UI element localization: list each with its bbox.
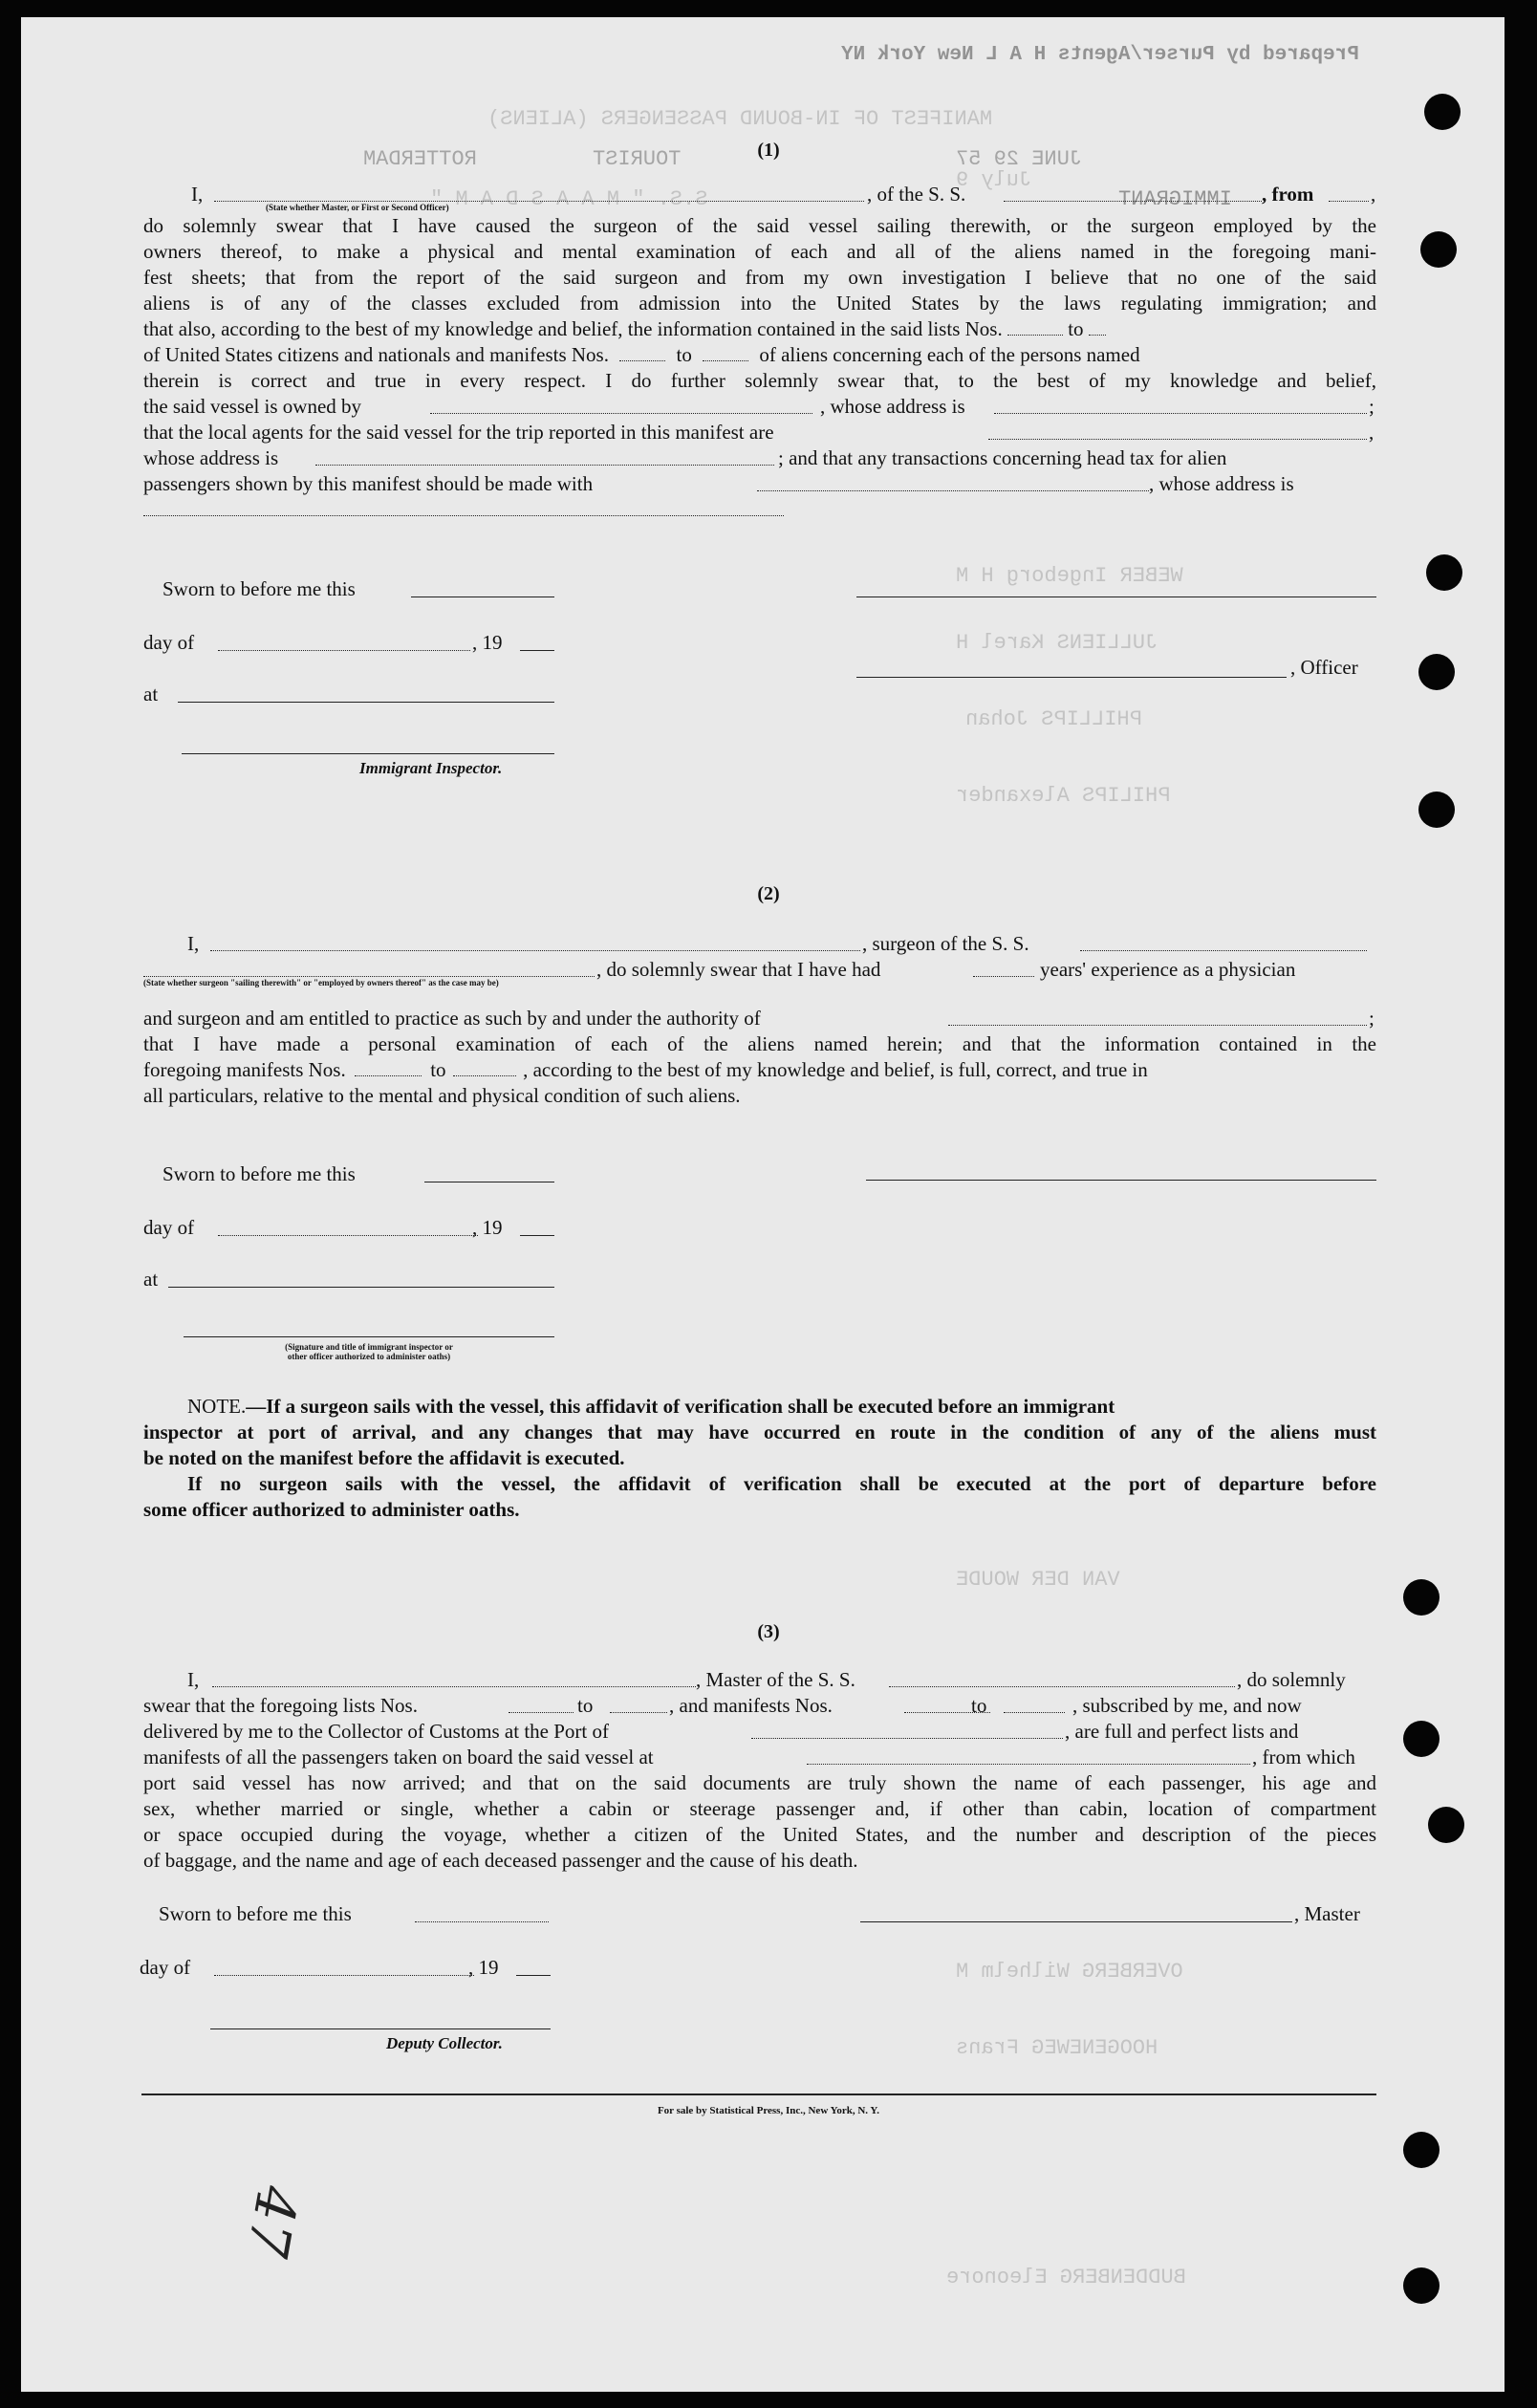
lists-to-field[interactable] — [1089, 317, 1106, 336]
s1-whose-address3: , whose address is — [1149, 472, 1294, 495]
s1-aliens: of aliens concerning each of the persons named — [759, 343, 1140, 366]
section-1 — [143, 182, 1376, 523]
s2-surgeon-of: , surgeon of the S. S. — [862, 932, 1029, 955]
s1-whose-address2: whose address is — [143, 446, 279, 469]
s3-to: to — [577, 1694, 594, 1717]
s1-agents: that the local agents for the said vessel for the trip reported in this manifest are — [143, 421, 774, 444]
s2-year-line[interactable] — [520, 1235, 554, 1236]
s3-full-perfect: , are full and perfect lists and — [1065, 1720, 1299, 1743]
header-port: ROTTERDAM — [363, 147, 477, 171]
ghost-name: WEBER Ingeborg H M — [956, 564, 1183, 588]
note-label: NOTE. — [187, 1395, 247, 1418]
s1-day-of: day of — [143, 631, 195, 654]
port-field[interactable] — [751, 1721, 1063, 1739]
header-class: TOURIST — [593, 147, 682, 171]
s1-comma2: , — [1369, 421, 1375, 444]
s2-line: that I have made a personal examination of each of the aliens named herein; and that the information contained in the — [143, 1032, 1376, 1055]
header-ship: S.S. " M A A S D A M " — [430, 187, 708, 211]
surgeon-note: (State whether surgeon "sailing therewith" or "employed by owners thereof" as the case may be) — [143, 978, 499, 987]
note-line: inspector at port of arrival, and any changes that may have occurred en route in the condition of any of the aliens must — [143, 1421, 1376, 1443]
s1-to: to — [1068, 317, 1084, 340]
s3-manifests-to-field[interactable] — [1004, 1695, 1065, 1713]
s1-comma: , — [1371, 183, 1376, 206]
s2-19: , 19 — [472, 1216, 503, 1239]
s1-line: do solemnly swear that I have caused the surgeon of the said vessel sailing therewith, or the surgeon employed by the — [143, 214, 1376, 237]
s2-manifests-to-field[interactable] — [453, 1058, 516, 1076]
agents-address-field[interactable] — [315, 447, 774, 466]
s1-19: , 19 — [472, 631, 503, 654]
s3-19: , 19 — [468, 1956, 499, 1979]
ghost-name: PHILIPS Alexander — [956, 784, 1171, 808]
surgeon-name-field[interactable] — [210, 933, 860, 951]
s3-subscribed: , subscribed by me, and now — [1072, 1694, 1302, 1717]
s3-swear: swear that the foregoing lists Nos. — [143, 1694, 418, 1717]
s3-year-line[interactable] — [516, 1975, 551, 1976]
s1-at-line[interactable] — [178, 702, 554, 703]
s3-ship-field[interactable] — [889, 1669, 1235, 1687]
ghost-name: JULLIENS Karel H — [956, 631, 1158, 655]
s1-owned-by: the said vessel is owned by — [143, 395, 362, 418]
s1-inspector: Immigrant Inspector. — [359, 759, 503, 777]
surgeon-signature-line[interactable] — [866, 1180, 1376, 1181]
punch-hole — [1424, 94, 1461, 130]
s3-day-line[interactable] — [214, 1975, 474, 1976]
years-field[interactable] — [973, 959, 1034, 977]
s3-collector: Deputy Collector. — [386, 2034, 503, 2052]
section-1-heading: (1) — [757, 140, 780, 161]
section-2-heading: (2) — [757, 883, 780, 904]
s1-year-line[interactable] — [520, 650, 554, 651]
s2-authority: and surgeon and am entitled to practice as such by and under the authority of — [143, 1007, 761, 1030]
section-2 — [143, 931, 1376, 1109]
s2-foregoing: foregoing manifests Nos. — [143, 1058, 346, 1081]
s1-from: , from — [1262, 183, 1314, 206]
s1-line: therein is correct and true in every respect. I do further solemnly swear that, to the best of my knowledge and belief, — [143, 369, 1376, 392]
s3-sworn: Sworn to before me this — [159, 1902, 352, 1925]
master-name-field[interactable] — [212, 1669, 696, 1687]
s3-lists-from-field[interactable] — [509, 1695, 574, 1713]
s1-line: fest sheets; that from the report of the said surgeon and from my own investigation I believe that no one of the said — [143, 266, 1376, 289]
s2-signature-line[interactable] — [184, 1336, 554, 1337]
s1-line: aliens is of any of the classes excluded from admission into the United States by the laws regulating immigration; and — [143, 292, 1376, 315]
header-manifest-title: MANIFEST OF IN-BOUND PASSENGERS (ALIENS) — [487, 107, 993, 131]
s1-i: I, — [191, 183, 204, 206]
s1-at: at — [143, 683, 159, 705]
note-line: be noted on the manifest before the affidavit is executed. — [143, 1446, 625, 1469]
section-3 — [143, 1667, 1376, 1874]
s2-sworn: Sworn to before me this — [162, 1162, 356, 1185]
s3-sworn-line[interactable] — [415, 1921, 549, 1922]
s2-at: at — [143, 1268, 159, 1291]
master-signature-line[interactable] — [860, 1921, 1292, 1922]
s1-semi: ; — [1369, 395, 1375, 418]
header-immigrant: IMMIGRANT — [1118, 187, 1232, 211]
from-port-field[interactable] — [1329, 184, 1369, 202]
s1-line: that also, according to the best of my knowledge and belief, the information contained in the said lists Nos. — [143, 317, 1003, 340]
footer-rule — [141, 2093, 1376, 2095]
s3-line: or space occupied during the voyage, whether a citizen of the United States, and the number and description of the pieces — [143, 1823, 1376, 1846]
lists-from-field[interactable] — [1007, 317, 1063, 336]
s2-i: I, — [187, 932, 200, 955]
note-line: —If a surgeon sails with the vessel, this affidavit of verification shall be executed before an immigrant — [246, 1395, 1115, 1418]
s2-day-of: day of — [143, 1216, 195, 1239]
s2-years: years' experience as a physician — [1040, 958, 1296, 981]
punch-hole — [1403, 2132, 1440, 2168]
footer-printer: For sale by Statistical Press, Inc., New York, N. Y. — [657, 2105, 880, 2116]
punch-hole — [1403, 2267, 1440, 2304]
s1-whose-address: , whose address is — [820, 395, 965, 418]
note-block — [143, 1394, 1376, 1523]
inspector-signature-line[interactable] — [182, 753, 554, 754]
ghost-name: BUDDENBERG Eleonore — [946, 2266, 1186, 2289]
ghost-name: HOOGENEWEG Frans — [956, 2036, 1158, 2060]
s3-to2: to — [971, 1694, 987, 1717]
punch-hole — [1418, 654, 1455, 690]
s1-manifests: of United States citizens and nationals and manifests Nos. — [143, 343, 609, 366]
authority-field[interactable] — [948, 1008, 1367, 1026]
punch-hole — [1420, 231, 1457, 268]
s3-line: sex, whether married or single, whether a cabin or steerage passenger and, if other than cabin, location of compartment — [143, 1797, 1376, 1820]
surgeon-status-field[interactable] — [143, 959, 595, 977]
s2-day-line[interactable] — [218, 1235, 478, 1236]
manifests-to-field[interactable] — [703, 343, 748, 361]
s3-delivered: delivered by me to the Collector of Customs at the Port of — [143, 1720, 609, 1743]
s2-sig-note2: other officer authorized to administer oaths) — [287, 1352, 451, 1361]
s3-i: I, — [187, 1668, 200, 1691]
officer-name-field[interactable] — [214, 184, 864, 202]
ghost-name: PHILLIPS Johan — [965, 707, 1142, 731]
s1-to2: to — [676, 343, 692, 366]
header-date2: July 9 — [956, 168, 1032, 192]
s3-solemnly: , do solemnly — [1237, 1668, 1346, 1691]
s2-at-line[interactable] — [168, 1287, 554, 1288]
s3-day-of: day of — [140, 1956, 191, 1979]
s2-swear: , do solemnly swear that I have had — [596, 958, 881, 981]
s3-and-manifests: , and manifests Nos. — [669, 1694, 833, 1717]
s1-of-ss: , of the S. S. — [867, 183, 966, 206]
header-date1: JUNE 29 57 — [956, 147, 1083, 171]
punch-hole — [1403, 1579, 1440, 1616]
handwritten-page-number: 47 — [234, 2180, 311, 2263]
s3-from-which: , from which — [1252, 1746, 1355, 1768]
owner-field[interactable] — [430, 396, 812, 414]
punch-hole — [1426, 554, 1462, 591]
officer-title-line[interactable] — [856, 677, 1287, 678]
head-tax-contact-field[interactable] — [757, 473, 1149, 491]
s2-ship-field[interactable] — [1080, 933, 1367, 951]
s2-sig-note1: (Signature and title of immigrant inspector or — [285, 1342, 453, 1352]
s3-master: , Master — [1294, 1902, 1360, 1925]
s2-particulars: all particulars, relative to the mental and physical condition of such aliens. — [143, 1084, 741, 1107]
s1-passengers: passengers shown by this manifest should be made with — [143, 472, 594, 495]
s1-officer: , Officer — [1290, 656, 1358, 679]
ghost-name: VAN DER WOUDE — [956, 1568, 1120, 1592]
s2-according: , according to the best of my knowledge and belief, is full, correct, and true in — [523, 1058, 1148, 1081]
collector-signature-line[interactable] — [210, 2028, 551, 2029]
ship-name-field[interactable] — [1004, 184, 1262, 202]
note2-line: some officer authorized to administer oaths. — [143, 1498, 520, 1521]
embark-port-field[interactable] — [807, 1746, 1250, 1765]
owner-address-field[interactable] — [994, 396, 1367, 414]
s1-head-tax: ; and that any transactions concerning head tax for alien — [778, 446, 1227, 469]
s3-master-of: , Master of the S. S. — [696, 1668, 855, 1691]
s3-taken: manifests of all the passengers taken on board the said vessel at — [143, 1746, 654, 1768]
section-3-heading: (3) — [757, 1621, 780, 1642]
s3-line: of baggage, and the name and age of each deceased passenger and the cause of his death. — [143, 1849, 858, 1872]
s2-semi: ; — [1369, 1007, 1375, 1030]
punch-hole — [1403, 1721, 1440, 1757]
agents-field[interactable] — [988, 422, 1367, 440]
head-tax-address-field[interactable] — [143, 498, 784, 516]
manifests-from-field[interactable] — [619, 343, 665, 361]
s2-to: to — [430, 1058, 446, 1081]
punch-hole — [1428, 1807, 1464, 1843]
punch-hole — [1418, 792, 1455, 828]
note2-line: If no surgeon sails with the vessel, the affidavit of verification shall be executed at the port of departure before — [187, 1472, 1376, 1495]
s2-manifests-from-field[interactable] — [355, 1058, 422, 1076]
s3-line: port said vessel has now arrived; and that on the said documents are truly shown the name of each passenger, his age and — [143, 1771, 1376, 1794]
s1-line: owners thereof, to make a physical and mental examination of each and all of the aliens named in the foregoing mani- — [143, 240, 1376, 263]
s1-day-line[interactable] — [218, 650, 470, 651]
s3-lists-to-field[interactable] — [610, 1695, 667, 1713]
s1-sworn: Sworn to before me this — [162, 577, 356, 600]
ghost-name: OVERBERG Wilhelm M — [956, 1960, 1183, 1984]
header-prepared-by: Prepared by Purser/Agents H A L New York NY — [841, 44, 1359, 66]
officer-note: (State whether Master, or First or Second Officer) — [266, 203, 449, 212]
